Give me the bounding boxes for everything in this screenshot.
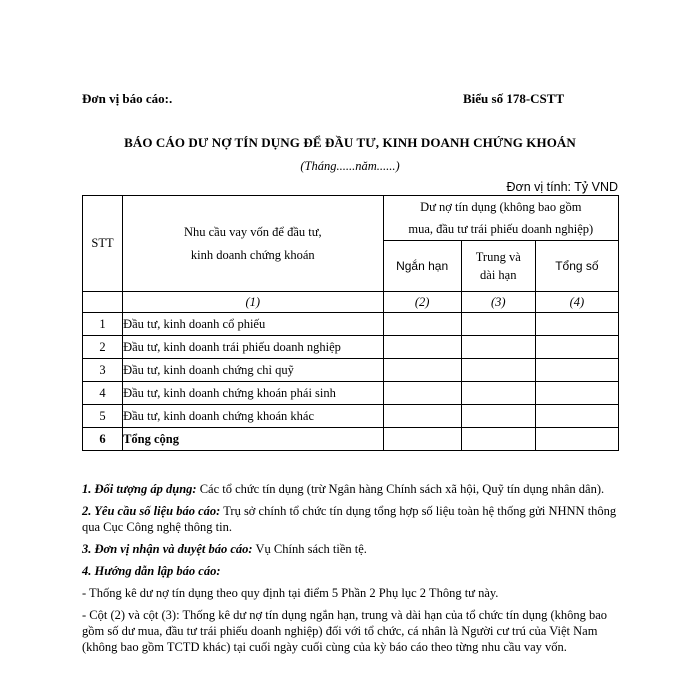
header-stt: STT <box>83 196 123 292</box>
header-medium-long-term-line2: dài hạn <box>480 268 517 282</box>
cell-total <box>535 405 618 428</box>
column-number: (4) <box>535 292 618 313</box>
row-stt: 4 <box>83 382 123 405</box>
column-number: (1) <box>123 292 383 313</box>
cell-total <box>535 382 618 405</box>
note-text: - Cột (2) và cột (3): Thống kê dư nợ tín dụng ngắn hạn, trung và dài hạn của tổ chức tín dụng (không bao gồm số dư mua, đầu tư trái phiếu doanh nghiệp) đối với tổ chức, cá nhân là Người cư trú của Việt Nam (không bao gồm TCTD khác) tại cuối ngày cuối cùng của kỳ báo cáo theo từng nhu cầu vay vốn. <box>82 608 608 654</box>
form-number: Biểu số 178-CSTT <box>463 91 565 106</box>
note-label: 2. Yêu cầu số liệu báo cáo: <box>82 504 221 518</box>
cell-short-term <box>383 336 461 359</box>
header-borrowing-need <box>123 196 383 292</box>
note-guidance-item <box>82 585 622 601</box>
cell-short-term <box>383 405 461 428</box>
row-stt: 3 <box>83 359 123 382</box>
table-row <box>83 313 619 336</box>
table-row <box>83 359 619 382</box>
row-label: Đầu tư, kinh doanh chứng khoán khác <box>123 405 383 428</box>
cell-short-term <box>383 382 461 405</box>
note-text: - Thống kê dư nợ tín dụng theo quy định tại điểm 5 Phần 2 Phụ lục 2 Thông tư này. <box>82 586 499 600</box>
cell-short-term <box>383 428 461 451</box>
header-short-term: Ngắn hạn <box>383 241 461 292</box>
column-number-row <box>83 292 619 313</box>
cell-short-term <box>383 313 461 336</box>
instructions <box>82 481 622 661</box>
row-stt: 1 <box>83 313 123 336</box>
note-guidance-heading <box>82 563 622 579</box>
row-label: Đầu tư, kinh doanh trái phiếu doanh nghiệp <box>123 336 383 359</box>
report-period: (Tháng......năm......) <box>300 159 400 173</box>
row-label: Tổng cộng <box>123 428 383 451</box>
header-borrowing-need-line1: Nhu cầu vay vốn để đầu tư, <box>183 224 322 239</box>
cell-short-term <box>383 359 461 382</box>
cell-medium-long-term <box>461 336 535 359</box>
unit-of-measure: Đơn vị tính: Tỷ VND <box>506 180 618 194</box>
report-title: BÁO CÁO DƯ NỢ TÍN DỤNG ĐỂ ĐẦU TƯ, KINH DOANH CHỨNG KHOÁN <box>124 135 576 150</box>
header-medium-long-term <box>461 241 535 292</box>
table-row-total <box>83 428 619 451</box>
header-medium-long-term-line1: Trung và <box>475 250 521 264</box>
row-stt: 2 <box>83 336 123 359</box>
cell-medium-long-term <box>461 359 535 382</box>
note-guidance-item <box>82 607 622 655</box>
row-stt: 5 <box>83 405 123 428</box>
cell-total <box>535 336 618 359</box>
note-receiving-unit <box>82 541 622 557</box>
reporting-unit-label: Đơn vị báo cáo:. <box>82 91 173 106</box>
row-label: Đầu tư, kinh doanh chứng khoán phái sinh <box>123 382 383 405</box>
table-row <box>83 382 619 405</box>
table-row <box>83 336 619 359</box>
header-outstanding-credit-line1: Dư nợ tín dụng (không bao gồm <box>420 200 582 214</box>
cell-medium-long-term <box>461 382 535 405</box>
row-label: Đầu tư, kinh doanh chứng chỉ quỹ <box>123 359 383 382</box>
note-label: 1. Đối tượng áp dụng: <box>82 482 197 496</box>
header-total: Tổng số <box>535 241 618 292</box>
note-applicable-entities <box>82 481 622 497</box>
note-label: 4. Hướng dẫn lập báo cáo: <box>82 564 221 578</box>
header-borrowing-need-line2: kinh doanh chứng khoán <box>190 247 315 262</box>
note-label: 3. Đơn vị nhận và duyệt báo cáo: <box>82 542 253 556</box>
cell-medium-long-term <box>461 405 535 428</box>
row-label: Đầu tư, kinh doanh cổ phiếu <box>123 313 383 336</box>
credit-report-table <box>82 195 619 451</box>
cell-total <box>535 428 618 451</box>
cell-medium-long-term <box>461 313 535 336</box>
row-stt: 6 <box>83 428 123 451</box>
table-row <box>83 405 619 428</box>
column-number-blank <box>83 292 123 313</box>
cell-total <box>535 359 618 382</box>
note-text: Các tổ chức tín dụng (trừ Ngân hàng Chính sách xã hội, Quỹ tín dụng nhân dân). <box>196 482 605 496</box>
column-number: (2) <box>383 292 461 313</box>
note-text: Trụ sở chính tổ chức tín dụng tổng hợp số liệu toàn hệ thống gửi NHNN thông qua Cục Công nghệ thông tin. <box>82 504 617 534</box>
cell-total <box>535 313 618 336</box>
note-text: Vụ Chính sách tiền tệ. <box>252 542 367 556</box>
column-number: (3) <box>461 292 535 313</box>
header-outstanding-credit <box>383 196 618 241</box>
note-data-requirements <box>82 503 622 535</box>
cell-medium-long-term <box>461 428 535 451</box>
header-outstanding-credit-line2: mua, đầu tư trái phiếu doanh nghiệp) <box>408 222 594 236</box>
